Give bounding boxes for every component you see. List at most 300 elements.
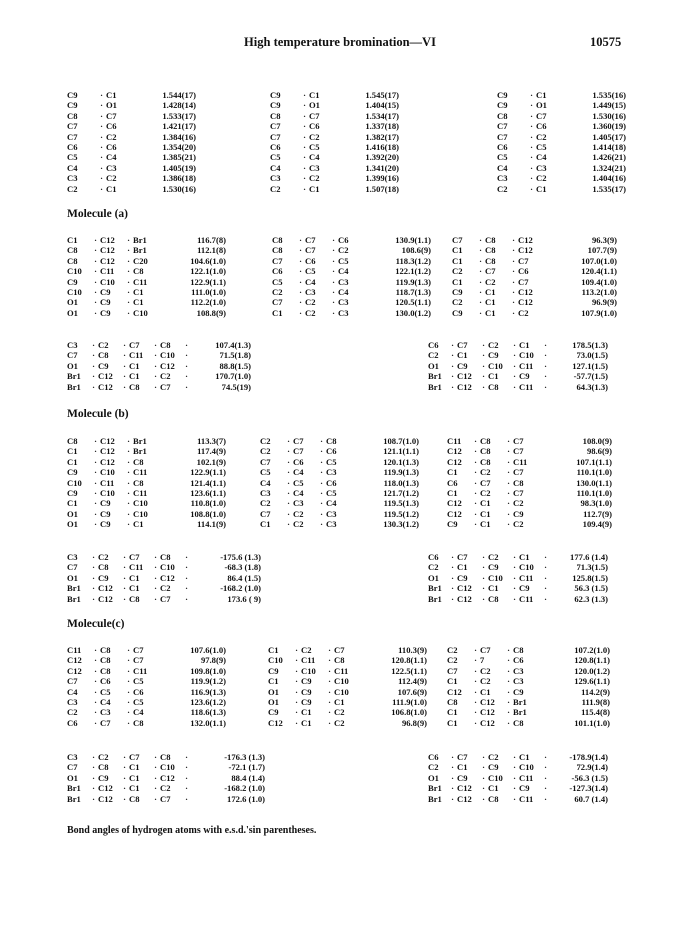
atom-cell: C12 [447, 508, 462, 519]
table-row [67, 111, 196, 121]
atom-cell: C7 [457, 752, 468, 762]
separator-dot: · [320, 498, 323, 509]
separator-dot: · [94, 255, 97, 266]
separator-dot: · [123, 572, 126, 583]
separator-dot: · [303, 100, 306, 111]
atom-cell: C8 [485, 245, 496, 256]
separator-dot: · [287, 498, 290, 509]
atom-cell: C12 [480, 717, 495, 728]
table-row [270, 152, 399, 162]
separator-dot: · [474, 436, 477, 446]
table-row [447, 446, 612, 456]
atom-cell: C9 [98, 360, 109, 371]
separator-dot: · [287, 436, 290, 446]
separator-dot: · [92, 552, 95, 562]
separator-dot [537, 655, 546, 665]
table-row [67, 152, 196, 162]
atom-cell: C8 [67, 436, 78, 446]
atom-cell: C2 [67, 183, 78, 194]
separator-dot: · [127, 266, 130, 277]
separator-dot: · [474, 717, 477, 728]
table-row [428, 762, 608, 772]
separator-dot: · [127, 488, 130, 499]
table-row [447, 718, 610, 728]
atom-cell: C1 [452, 245, 463, 256]
table-row [428, 783, 608, 793]
value-cell: -168.2 (1.0) [220, 583, 261, 594]
separator-dot: · [100, 121, 103, 132]
separator-dot: · [482, 552, 485, 562]
separator-dot: · [299, 255, 302, 266]
separator-dot [157, 498, 166, 508]
data-table [268, 645, 427, 728]
separator-dot: · [92, 340, 95, 350]
separator-dot: · [544, 371, 547, 382]
atom-cell: C5 [67, 152, 78, 163]
atom-cell: C12 [457, 381, 472, 392]
value-cell: 119.9(1.2) [190, 676, 226, 687]
separator-dot: · [482, 562, 485, 573]
atom-cell: Br1 [428, 381, 442, 392]
separator-dot: · [127, 645, 130, 655]
separator-dot [358, 697, 367, 707]
table-row [67, 718, 226, 728]
atom-cell: C2 [301, 645, 312, 655]
atom-cell: C10 [488, 360, 503, 371]
separator-dot: · [507, 707, 510, 718]
separator-dot [358, 676, 367, 686]
separator-dot: · [544, 562, 547, 573]
table-row [497, 152, 626, 162]
atom-cell: C2 [270, 183, 281, 194]
value-cell: -175.6 (1.3) [220, 552, 261, 562]
atom-cell: C1 [133, 287, 144, 298]
table-row [67, 794, 265, 804]
atom-cell: C7 [160, 593, 171, 604]
value-cell: 96.8(9) [401, 717, 427, 728]
atom-cell: C5 [309, 142, 320, 153]
atom-cell: C8 [100, 645, 111, 655]
heading-molecule-b: Molecule (b) [67, 408, 129, 420]
atom-cell: O1 [67, 772, 78, 783]
atom-cell: C8 [129, 593, 140, 604]
atom-cell: C9 [270, 100, 281, 111]
separator-dot [157, 666, 166, 676]
value-cell: 130.0(1.1) [576, 477, 612, 488]
value-cell: 88.4 (1.4) [231, 772, 265, 783]
atom-cell: C10 [488, 772, 503, 783]
separator-dot: · [328, 676, 331, 687]
atom-cell: C2 [98, 752, 109, 762]
separator-dot: · [92, 350, 95, 361]
atom-cell: C6 [133, 686, 144, 697]
atom-cell: C5 [260, 467, 271, 478]
separator-dot [537, 436, 546, 446]
atom-cell: C2 [309, 131, 320, 142]
table-row [428, 562, 608, 572]
atom-cell: C7 [270, 131, 281, 142]
separator-dot: · [94, 266, 97, 277]
separator-dot [157, 467, 166, 477]
separator-dot: · [287, 488, 290, 499]
atom-cell: C12 [447, 446, 462, 457]
atom-cell: C12 [447, 686, 462, 697]
atom-cell: C10 [67, 287, 82, 298]
separator-dot: · [94, 436, 97, 446]
atom-cell: C9 [100, 508, 111, 519]
atom-cell: C4 [293, 488, 304, 499]
atom-cell: C2 [428, 562, 439, 573]
separator-dot: · [544, 593, 547, 604]
value-cell: 72.9(1.4) [576, 762, 608, 773]
table-row [447, 498, 612, 508]
atom-cell: C12 [100, 255, 115, 266]
atom-cell: C5 [293, 477, 304, 488]
separator-dot: · [123, 772, 126, 783]
separator-dot: · [482, 371, 485, 382]
table-row [428, 773, 608, 783]
atom-cell: C12 [98, 371, 113, 382]
table-row [67, 308, 226, 318]
atom-cell: O1 [67, 519, 78, 530]
value-cell: 109.4(1.0) [581, 276, 617, 287]
separator-dot: · [295, 707, 298, 718]
atom-cell: C8 [98, 350, 109, 361]
separator-dot: · [94, 645, 97, 655]
atom-cell: C1 [272, 307, 283, 318]
separator-dot: · [303, 110, 306, 121]
separator-dot: · [328, 665, 331, 676]
atom-cell: C5 [497, 152, 508, 163]
atom-cell: C4 [309, 152, 320, 163]
value-cell: -176.3 (1.3) [224, 752, 265, 762]
value-cell: 127.1(1.5) [572, 360, 608, 371]
table-row [67, 446, 226, 456]
separator-dot: · [123, 371, 126, 382]
table-row [67, 235, 226, 245]
caption: Bond angles of hydrogen atoms with e.s.d.'sin parentheses. [67, 825, 317, 836]
atom-cell: C10 [133, 307, 148, 318]
atom-cell: C10 [488, 572, 503, 583]
table-row [452, 266, 617, 276]
atom-cell: C7 [133, 655, 144, 666]
separator-dot: · [94, 686, 97, 697]
atom-cell: 7 [480, 655, 485, 666]
table-row [497, 184, 626, 194]
atom-cell: C6 [518, 266, 529, 277]
separator-dot: · [328, 686, 331, 697]
atom-cell: C9 [447, 519, 458, 530]
atom-cell: C4 [67, 162, 78, 173]
atom-cell: C1 [260, 519, 271, 530]
separator-dot: · [94, 488, 97, 499]
atom-cell: C7 [260, 508, 271, 519]
atom-cell: C9 [100, 297, 111, 308]
atom-cell: C9 [301, 676, 312, 687]
separator-dot: · [92, 793, 95, 804]
separator-dot: · [185, 772, 188, 783]
atom-cell: Br1 [67, 371, 81, 382]
separator-dot: · [513, 772, 516, 783]
separator-dot: · [320, 519, 323, 530]
separator-dot: · [530, 121, 533, 132]
value-cell: 120.0(1.2) [574, 665, 610, 676]
separator-dot: · [544, 340, 547, 350]
atom-cell: C9 [513, 508, 524, 519]
table-row [272, 277, 431, 287]
atom-cell: C3 [260, 488, 271, 499]
atom-cell: C7 [518, 255, 529, 266]
table-row [67, 762, 265, 772]
value-cell: 109.4(9) [582, 519, 612, 530]
atom-cell: C8 [67, 245, 78, 256]
atom-cell: C6 [497, 142, 508, 153]
separator-dot: · [92, 371, 95, 382]
separator-dot: · [479, 266, 482, 277]
separator-dot: · [479, 255, 482, 266]
separator-dot: · [530, 152, 533, 163]
separator-dot: · [100, 90, 103, 100]
atom-cell: C7 [457, 340, 468, 350]
value-cell: 86.4 (1.5) [227, 572, 261, 583]
table-row [270, 173, 399, 183]
atom-cell: Br1 [67, 381, 81, 392]
separator-dot [157, 697, 166, 707]
separator-dot: · [185, 762, 188, 773]
atom-cell: C1 [447, 488, 458, 499]
value-cell: 1.337(18) [365, 121, 399, 132]
atom-cell: C5 [326, 488, 337, 499]
value-cell: 170.7(1.0) [215, 371, 251, 382]
atom-cell: C6 [293, 456, 304, 467]
separator-dot [157, 457, 166, 467]
table-row [67, 361, 251, 371]
atom-cell: C1 [480, 519, 491, 530]
atom-cell: C8 [133, 456, 144, 467]
atom-cell: C1 [488, 783, 499, 794]
atom-cell: C1 [67, 235, 78, 245]
table-row [67, 457, 226, 467]
separator-dot: · [474, 676, 477, 687]
separator-dot: · [474, 655, 477, 666]
separator-dot: · [154, 562, 157, 573]
separator-dot: · [295, 645, 298, 655]
atom-cell: C9 [497, 90, 508, 100]
value-cell: 71.5(1.8) [219, 350, 251, 361]
atom-cell: Br1 [133, 235, 147, 245]
separator-dot: · [100, 162, 103, 173]
separator-dot: · [320, 436, 323, 446]
value-cell: 121.4(1.1) [190, 477, 226, 488]
separator-dot: · [507, 655, 510, 666]
atom-cell: O1 [428, 572, 439, 583]
separator-dot [350, 498, 359, 508]
table-row [447, 436, 612, 446]
separator-dot: · [127, 665, 130, 676]
table-row [272, 297, 431, 307]
atom-cell: C8 [488, 793, 499, 804]
table-row [67, 594, 261, 604]
molecule-c-torsion-col1 [67, 752, 265, 804]
separator-dot: · [100, 110, 103, 121]
separator-dot [537, 645, 546, 655]
atom-cell: C8 [513, 477, 524, 488]
separator-dot: · [287, 456, 290, 467]
separator-dot: · [332, 255, 335, 266]
separator-dot: · [544, 793, 547, 804]
separator-dot: · [123, 783, 126, 794]
table-row [270, 163, 399, 173]
separator-dot: · [482, 572, 485, 583]
molecule-a-angles-col2 [272, 235, 431, 318]
value-cell: 74.5(19) [221, 381, 251, 392]
atom-cell: C7 [518, 276, 529, 287]
value-cell: 132.0(1.1) [190, 717, 226, 728]
separator-dot: · [320, 477, 323, 488]
table-row [67, 163, 196, 173]
value-cell: 122.5(1.1) [391, 665, 427, 676]
separator-dot: · [127, 655, 130, 666]
table-row [67, 697, 226, 707]
table-row [67, 350, 251, 360]
table-row [67, 655, 226, 665]
atom-cell: O1 [67, 360, 78, 371]
atom-cell: C8 [488, 381, 499, 392]
separator-dot: · [127, 498, 130, 509]
separator-dot: · [94, 655, 97, 666]
separator-dot: · [482, 381, 485, 392]
atom-cell: C10 [100, 467, 115, 478]
separator-dot: · [513, 752, 516, 762]
molecule-b-angles-col2 [260, 436, 419, 530]
atom-cell: C2 [293, 519, 304, 530]
separator-dot [537, 498, 546, 508]
atom-cell: C7 [106, 110, 117, 121]
separator-dot: · [513, 350, 516, 361]
atom-cell: C2 [260, 436, 271, 446]
atom-cell: C4 [536, 152, 547, 163]
separator-dot: · [94, 697, 97, 708]
separator-dot [350, 478, 359, 488]
data-table [67, 645, 226, 728]
table-row [268, 687, 427, 697]
atom-cell: C12 [98, 593, 113, 604]
table-row [447, 488, 612, 498]
atom-cell: C11 [519, 360, 534, 371]
atom-cell: C2 [293, 508, 304, 519]
atom-cell: C7 [305, 235, 316, 245]
atom-cell: C11 [513, 456, 528, 467]
value-cell: 98.3(1.0) [580, 498, 612, 509]
atom-cell: C2 [480, 467, 491, 478]
separator-dot: · [474, 446, 477, 457]
value-cell: 1.545(17) [365, 90, 399, 100]
separator-dot: · [332, 235, 335, 245]
atom-cell: C7 [272, 297, 283, 308]
value-cell: 96.3(9) [591, 235, 617, 245]
separator-dot: · [127, 276, 130, 287]
atom-cell: C12 [457, 371, 472, 382]
atom-cell: C3 [100, 707, 111, 718]
atom-cell: C2 [513, 519, 524, 530]
separator-dot: · [320, 467, 323, 478]
separator-dot: · [451, 552, 454, 562]
separator-dot [542, 245, 551, 255]
separator-dot: · [507, 467, 510, 478]
data-table [67, 340, 251, 392]
separator-dot: · [127, 245, 130, 256]
atom-cell: C4 [270, 162, 281, 173]
table-row [260, 509, 419, 519]
separator-dot: · [154, 552, 157, 562]
table-row [452, 256, 617, 266]
value-cell: 1.384(16) [162, 131, 196, 142]
value-cell: 120.4(1.1) [581, 266, 617, 277]
separator-dot: · [507, 717, 510, 728]
atom-cell: C8 [133, 266, 144, 277]
running-header-title: High temperature bromination—VI [244, 35, 436, 49]
atom-cell: C9 [270, 90, 281, 100]
atom-cell: C2 [518, 307, 529, 318]
separator-dot: · [94, 717, 97, 728]
atom-cell: C5 [326, 456, 337, 467]
atom-cell: C1 [129, 371, 140, 382]
atom-cell: C3 [67, 340, 78, 350]
data-table [67, 436, 226, 530]
separator-dot [350, 436, 359, 446]
separator-dot: · [474, 697, 477, 708]
table-row [428, 382, 608, 392]
molecule-c-torsion-col2 [428, 752, 608, 804]
atom-cell: C3 [293, 498, 304, 509]
table-row [67, 287, 226, 297]
table-row [67, 173, 196, 183]
atom-cell: C5 [272, 276, 283, 287]
separator-dot [537, 676, 546, 686]
atom-cell: Br1 [67, 783, 81, 794]
atom-cell: C9 [457, 772, 468, 783]
separator-dot: · [328, 645, 331, 655]
atom-cell: C7 [67, 350, 78, 361]
separator-dot: · [127, 456, 130, 467]
atom-cell: C1 [519, 552, 530, 562]
atom-cell: C2 [428, 350, 439, 361]
separator-dot: · [513, 593, 516, 604]
atom-cell: C11 [519, 772, 534, 783]
atom-cell: O1 [67, 307, 78, 318]
atom-cell: C9 [457, 572, 468, 583]
value-cell: 173.6 ( 9) [227, 593, 261, 604]
table-row [67, 498, 226, 508]
atom-cell: C8 [160, 340, 171, 350]
separator-dot [157, 256, 166, 266]
atom-cell: C10 [100, 488, 115, 499]
separator-dot: · [451, 371, 454, 382]
atom-cell: C11 [100, 266, 115, 277]
atom-cell: C9 [67, 488, 78, 499]
table-row [260, 467, 419, 477]
separator-dot: · [544, 762, 547, 773]
table-row [452, 235, 617, 245]
separator-dot: · [303, 183, 306, 194]
separator-dot: · [123, 350, 126, 361]
separator-dot: · [92, 593, 95, 604]
value-cell: 110.3(9) [398, 645, 427, 655]
atom-cell: C1 [133, 519, 144, 530]
atom-cell: C6 [513, 655, 524, 666]
separator-dot: · [507, 456, 510, 467]
atom-cell: C9 [67, 467, 78, 478]
